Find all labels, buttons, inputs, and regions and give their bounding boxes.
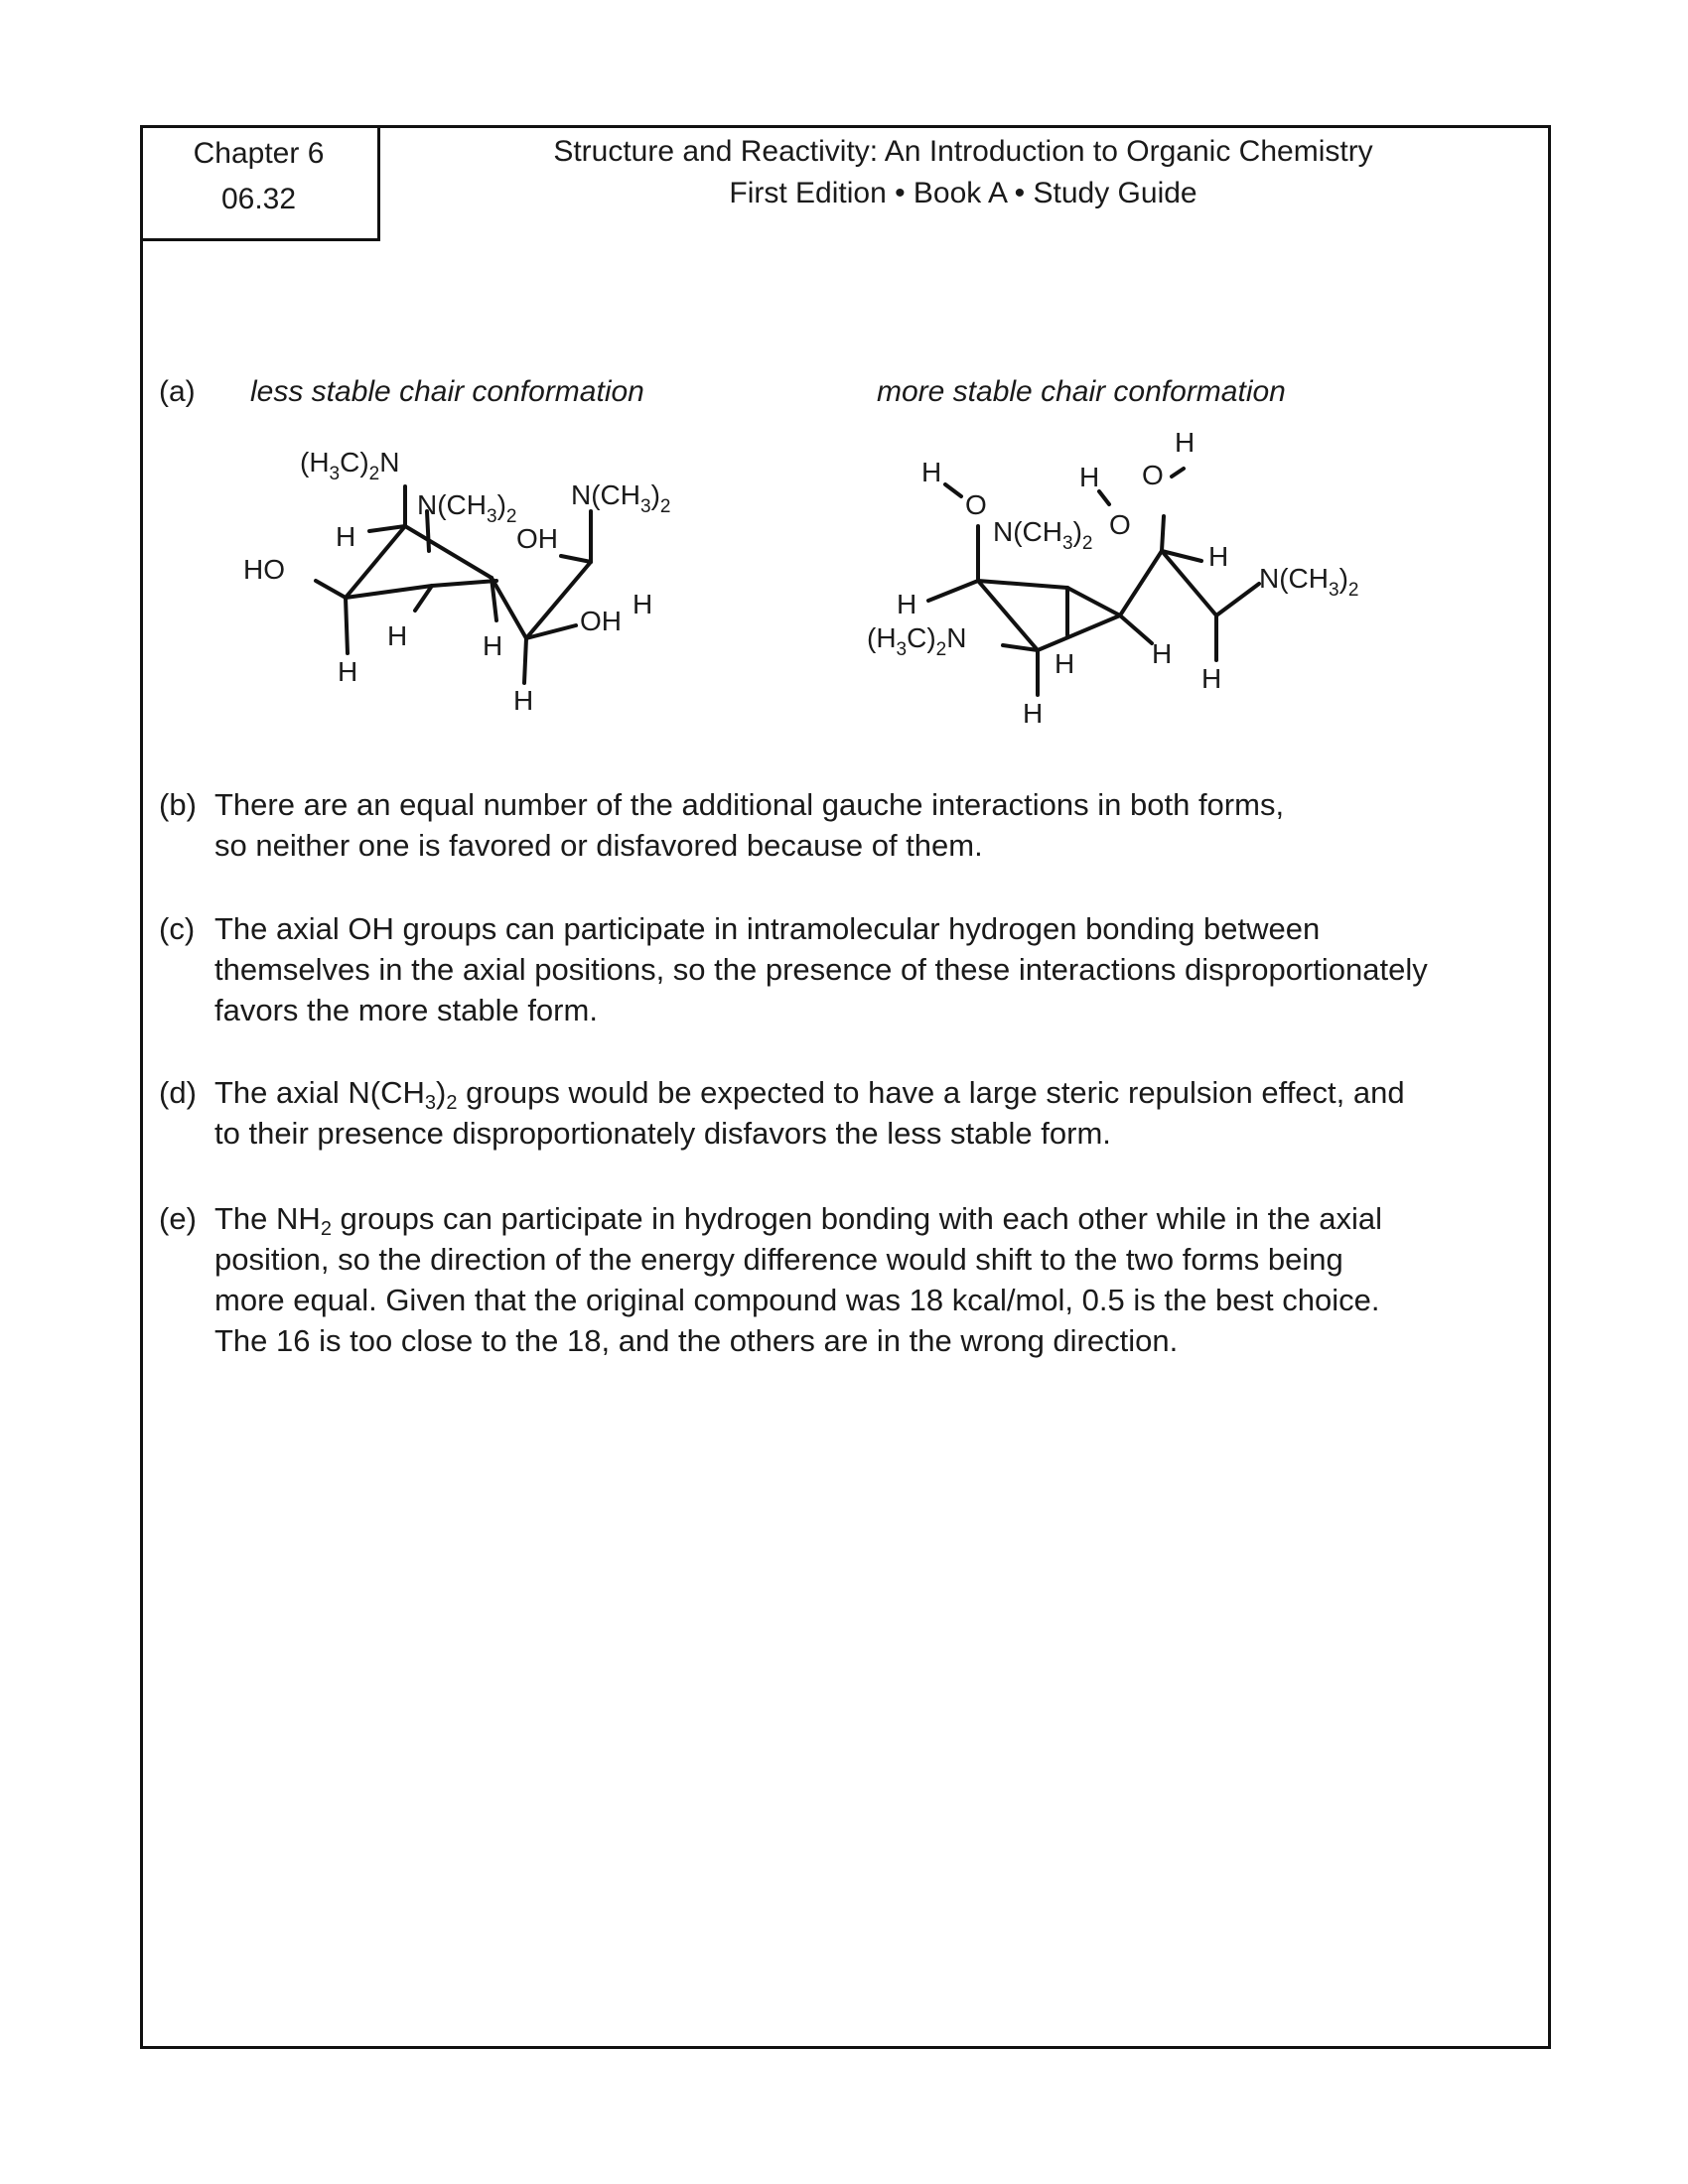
book-title: Structure and Reactivity: An Introduction to Organic Chemistry <box>553 135 1373 168</box>
answer-c-line-3: favors the more stable form. <box>214 993 598 1027</box>
svg-text:H: H <box>1201 663 1222 694</box>
answer-d <box>159 1072 1529 1154</box>
svg-text:H: H <box>1152 638 1173 669</box>
svg-text:H: H <box>338 656 358 687</box>
svg-text:H: H <box>1079 462 1100 492</box>
svg-text:O: O <box>1109 509 1131 540</box>
svg-text:O: O <box>1142 460 1164 490</box>
svg-text:H: H <box>513 685 534 716</box>
svg-text:OH: OH <box>580 606 622 636</box>
svg-text:H: H <box>336 521 356 552</box>
answer-e-line-4: The 16 is too close to the 18, and the others are in the wrong direction. <box>214 1323 1179 1358</box>
answer-d-tag: (d) <box>159 1075 197 1110</box>
book-edition: First Edition • Book A • Study Guide <box>729 177 1197 209</box>
answer-e-line-3: more equal. Given that the original compound was 18 kcal/mol, 0.5 is the best choice. <box>214 1283 1380 1317</box>
svg-text:H: H <box>1175 427 1196 458</box>
chapter-label: Chapter 6 <box>193 137 325 170</box>
svg-text:N(CH3)2: $N(CH_3)_2$ <box>571 479 671 517</box>
svg-text:H: H <box>1055 648 1075 679</box>
answer-b-line-1: There are an equal number of the additional gauche interactions in both forms, <box>214 787 1285 822</box>
answer-b-line-2: so neither one is favored or disfavored because of them. <box>214 828 983 863</box>
svg-text:(H3C)2N: $(H_3C)_2N$ <box>867 622 967 660</box>
answer-d-line-2: to their presence disproportionately disfavors the less stable form. <box>214 1116 1111 1151</box>
answer-d-line-1: The axial $N(CH_3)_2$ groups would be expected to have a large steric repulsion effect, and <box>214 1075 1405 1114</box>
answer-b-tag: (b) <box>159 787 197 822</box>
part-a-tag: (a) <box>159 375 196 408</box>
answer-b <box>159 784 1529 866</box>
problem-number: 06.32 <box>220 183 297 215</box>
svg-text:H: H <box>1023 698 1044 729</box>
svg-text:N(CH3)2: $N(CH_3)_2$ <box>417 489 517 527</box>
svg-text:H: H <box>897 589 917 619</box>
answer-e-line-2: position, so the direction of the energy difference would shift to the two forms being <box>214 1242 1343 1277</box>
svg-text:H: H <box>483 630 503 661</box>
svg-text:O: O <box>965 489 987 520</box>
svg-text:(H3C)2N: $(H_3C)_2N$ <box>300 447 400 484</box>
svg-text:OH: OH <box>516 523 558 554</box>
answer-c-line-1: The axial OH groups can participate in intramolecular hydrogen bonding between <box>214 911 1321 946</box>
svg-text:N(CH3)2: $N(CH_3)_2$ <box>993 516 1093 554</box>
svg-text:H: H <box>1208 541 1229 572</box>
right-caption: more stable chair conformation <box>877 375 1286 408</box>
left-caption: less stable chair conformation <box>250 375 644 408</box>
answer-c-line-2: themselves in the axial positions, so the presence of these interactions disproportionately <box>214 952 1428 987</box>
svg-text:H: H <box>921 457 942 487</box>
answer-e <box>159 1198 1529 1361</box>
answer-e-tag: (e) <box>159 1201 197 1236</box>
svg-text:H: H <box>633 589 653 619</box>
answer-c <box>159 908 1529 1030</box>
svg-text:N(CH3)2: $N(CH_3)_2$ <box>1259 563 1359 601</box>
answer-c-tag: (c) <box>159 911 196 946</box>
answer-e-line-1: The $NH_2$ groups can participate in hydrogen bonding with each other while in the axial <box>214 1201 1383 1240</box>
svg-text:HO: HO <box>243 554 285 585</box>
svg-text:H: H <box>387 620 408 651</box>
